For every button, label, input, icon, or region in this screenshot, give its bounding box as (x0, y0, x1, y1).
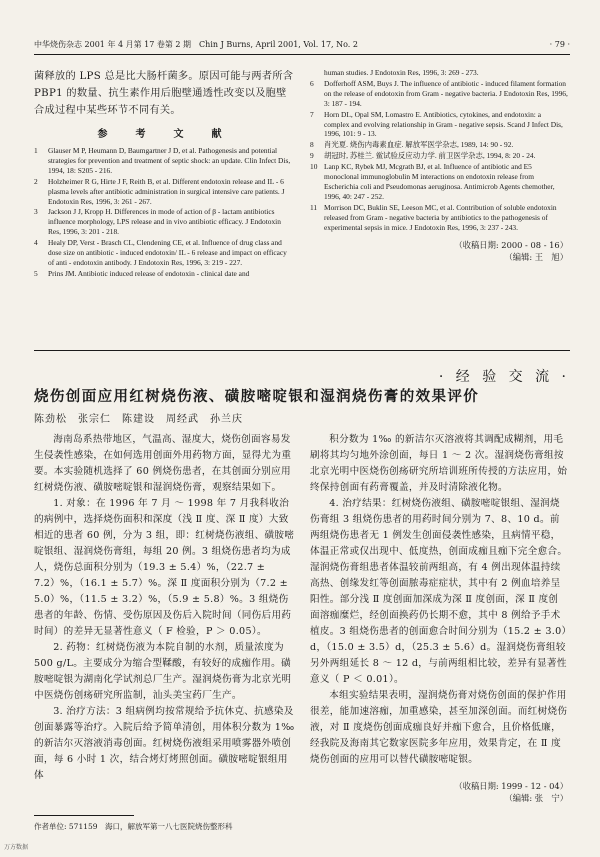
reference-text: 肖光夏. 烧伤内毒素血症. 解放军医学杂志, 1989, 14: 90 - 92. (324, 140, 514, 150)
reference-number: 4 (34, 238, 38, 248)
reference-number: 6 (310, 78, 314, 88)
reference-text: Glauser M P, Heumann D, Baumgartner J D, et al. Pathogenesis and potential strategies for prevention and treatment of septic shock: an update. Clin Infect Dis, 1994, 18: S205 - 216. (48, 146, 291, 175)
section-heading: · 经 验 交 流 · (438, 369, 570, 385)
reference-number: 3 (34, 207, 38, 217)
reference-number: 1 (34, 146, 38, 155)
reference-text: Jackson J J, Kropp H. Differences in mode of action of β - lactam antibiotics influence morphology, LPS release and in vivo antibiotic efficacy. J Endotoxin Res, 1996, 3: 201 - 218. (48, 207, 281, 237)
reference-text: Horn DL, Opal SM, Lomastro E. Antibiotics, cytokines, and endotoxin: a complex and evolving relationship in Gram - negative sepsis. Scand J Infect Dis, 1996, 101: 9 - 13. (324, 109, 563, 139)
body-paragraph: 海南岛系热带地区，气温高、湿度大，烧伤创面容易发生侵袭性感染，在如何选用创面外用药物方面，显得尤为重要。本实验随机选择了 60 例烧伤患者，在其创面分别应用红树烧伤液、磺胺嘧啶银和湿润烧伤膏，观察结果如下。 (34, 434, 292, 493)
page-number: · 79 · (549, 40, 570, 49)
prev-article-left-column (34, 68, 294, 280)
reference-text: Healy DP, Verst - Brasch CL, Clendening CE, et al. Influence of drug class and dose size on antibiotic - induced endotoxin/ IL - 6 release and impact on efficacy of anti - endotoxin antibody. J Endotoxin Res, 1996, 3: 219 - 227. (48, 238, 287, 267)
prev-article-text: 菌释放的 LPS 总是比大肠杆菌多。原因可能与两者所含 PBP1 的数量、抗生素作用后胞壁通透性改变以及胞壁合成过程中某些环节不同有关。 (34, 71, 294, 116)
reference-text: human studies. J Endotoxin Res, 1996, 3: 269 - 273. (324, 68, 479, 77)
article-separator-rule (34, 350, 570, 351)
reference-number (310, 68, 324, 78)
reference-item (310, 110, 568, 140)
reference-number: 2 (34, 176, 38, 186)
article-received-date: （收稿日期: 1999 - 12 - 04） (454, 781, 568, 791)
journal-citation: 中华烧伤杂志 2001 年 4 月第 17 卷第 2 期 Chin J Burns, April 2001, Vol. 17, No. 2 (34, 40, 358, 49)
body-paragraph: 积分数为 1‰ 的新洁尔灭溶液将其调配成糊剂，用毛刷将其均匀地外涂创面，每日 1 ～ 2 次。湿润烧伤膏组按北京光明中医烧伤创疡研究所培训班所传授的方法应用，始终保持创面有药膏覆盖，并及时清除液化物。 (310, 434, 568, 493)
corner-watermark: 万方数据 (4, 844, 29, 851)
references-list-right (310, 68, 568, 233)
reference-number: 9 (310, 151, 314, 161)
references-list-left (34, 146, 294, 279)
reference-text: 胡冠时, 苏桂兰. 鲎试验反应动力学. 前卫医学杂志, 1994, 8: 20 - 24. (324, 151, 536, 161)
footnote-rule (34, 815, 134, 816)
reference-item (310, 162, 568, 202)
author-affiliation: 作者单位: 571159 海口，解放军第一八七医院烧伤整形科 (34, 822, 233, 831)
reference-item (310, 140, 568, 150)
body-paragraph: 1. 对象：在 1996 年 7 月 ～ 1998 年 7 月我科收治的病例中，选择烧伤面积和深度（浅 Ⅱ 度、深 Ⅱ 度）大致相近的患者 60 例，分为 3 组，即：红树烧伤液组、磺胺嘧啶银组、湿润烧伤膏组，每组 20 例。3 组烧伤患者均为成人，烧伤总面积分别为（19.3 ± 5.4）%，（22.7 ± 7.2）%，（16.1 ± 5.7）%。深 Ⅱ 度面积分别为（7.2 ± 5.0）%，（11.5 ± 3.2）%，（5.9 ± 5.8）%。3 组烧伤患者的年龄、伤情、受伤原因及伤后入院时间（同伤后用药时间）的差异无显著性意义（ F 检验，P ＞ 0.05）。 (34, 498, 295, 637)
prev-editor: （编辑: 王 旭） (504, 251, 568, 262)
body-paragraph: 4. 治疗结果：红树烧伤液组、磺胺嘧啶银组、湿润烧伤膏组 3 组烧伤患者的用药时间分别为 7、8、10 d。前两组烧伤患者无 1 例发生创面侵袭性感染，且病情平稳，体温正常或仅出现中、低度热，创面成痂且痂下完全愈合。湿润烧伤膏组患者体温较前两组高，有 4 例出现体温持续高热、创缘发红等创面脓毒症症状，其中有 2 例血培养呈阳性。部分浅 Ⅱ 度创面加深成为深 Ⅱ 度创面，深 Ⅱ 度创面溶痂糜烂，经创面换药仍长期不愈，其中 8 例给予手术植皮。3 组烧伤患者的创面愈合时间分别为（15.2 ± 3.0）d，（15.0 ± 3.5）d，（25.3 ± 5.6）d。湿润烧伤膏组较另外两组延长 8 ～ 12 d，与前两组相比较，差异有显著性意义（ P ＜ 0.01）。 (310, 498, 568, 685)
reference-text: Morrison DC, Buklin SE, Leeson MC, et al. Contribution of soluble endotoxin released from Gram - negative bacteria by antibiotics to the pathogenesis of experimental sepsis in mice. J Endotoxin Res, 1996, 3: 237 - 243. (324, 202, 557, 232)
reference-number: 11 (310, 202, 318, 212)
reference-item (310, 151, 568, 161)
reference-text: Dofferhoff ASM, Buys J. The influence of antibiotic - induced filament formation on the release of endotoxin from Gram - negative bacteria. J Endotoxin Res, 1996, 3: 187 - 194. (324, 78, 568, 108)
reference-number: 8 (310, 140, 314, 150)
reference-item (34, 146, 294, 176)
reference-item (310, 203, 568, 233)
reference-number: 5 (34, 268, 38, 278)
reference-item (34, 269, 294, 279)
reference-text: Prins JM. Antibiotic induced release of endotoxin - clinical date and (48, 268, 250, 278)
article-left-column (34, 432, 296, 784)
reference-item (34, 207, 294, 237)
article-right-column (310, 432, 568, 804)
reference-item (310, 79, 568, 109)
reference-number: 7 (310, 109, 314, 119)
reference-text: Holzheimer R G, Hirte J F, Reith B, et al. Different endotoxin release and IL - 6 plasma levels after antibiotic administration in surgical intensive care patients. J Endotoxin Res, 1996, 3: 261 - 267. (48, 176, 285, 206)
reference-text: Lanp KC, Rybek MJ, Mcgrath BJ, et al. Influence of antibiotic and E5 monoclonal immunoglobulin M interactions on endotoxin release from Escherichia coli and Pseudomonas aeruginosa. Antimicrob Agents chemother, 1996, 40: 247 - 252. (324, 162, 555, 201)
body-paragraph: 3. 治疗方法：3 组病例均按常规给予抗休克、抗感染及创面暴露等治疗。入院后给予简单清创，用体积分数为 1‰ 的新洁尔灭溶液消毒创面。红树烧伤液组采用喷雾器外喷创面，每 6 小时 1 次，结合烤灯烤照创面。磺胺嘧啶银组用体 (34, 706, 295, 781)
reference-item (310, 68, 568, 78)
reference-number: 10 (310, 162, 318, 172)
article-editor: （编辑: 张 宁） (504, 793, 568, 803)
header-rule (34, 54, 570, 55)
article-authors: 陈劲松 张宗仁 陈建设 周经武 孙兰庆 (34, 414, 243, 425)
reference-item (34, 238, 294, 268)
prev-article-right-column (310, 68, 568, 263)
body-paragraph: 本组实验结果表明，湿润烧伤膏对烧伤创面的保护作用很差，能加速溶痂，加重感染，甚至加深创面。而红树烧伤液，对 Ⅱ 度烧伤创面成痂良好并痂下愈合，且价格低廉，经我院及海南其它数家医院多年应用，效果肯定，在 Ⅱ 度烧伤创面的应用可以替代磺胺嘧啶银。 (310, 690, 568, 765)
prev-received-date: （收稿日期: 2000 - 08 - 16） (454, 239, 568, 250)
references-title: 参 考 文 献 (97, 129, 231, 140)
body-paragraph: 2. 药物：红树烧伤液为本院自制的水剂，质量浓度为 500 g/L。主要成分为缩合型鞣酸，有较好的成痂作用。磺胺嘧啶银为湖南化学试剂总厂生产。湿润烧伤膏为北京光明中医烧伤创疡研究所监制，汕头美宝药厂生产。 (34, 642, 292, 701)
article-title: 烧伤创面应用红树烧伤液、磺胺嘧啶银和湿润烧伤膏的效果评价 (34, 388, 480, 405)
reference-item (34, 177, 294, 207)
